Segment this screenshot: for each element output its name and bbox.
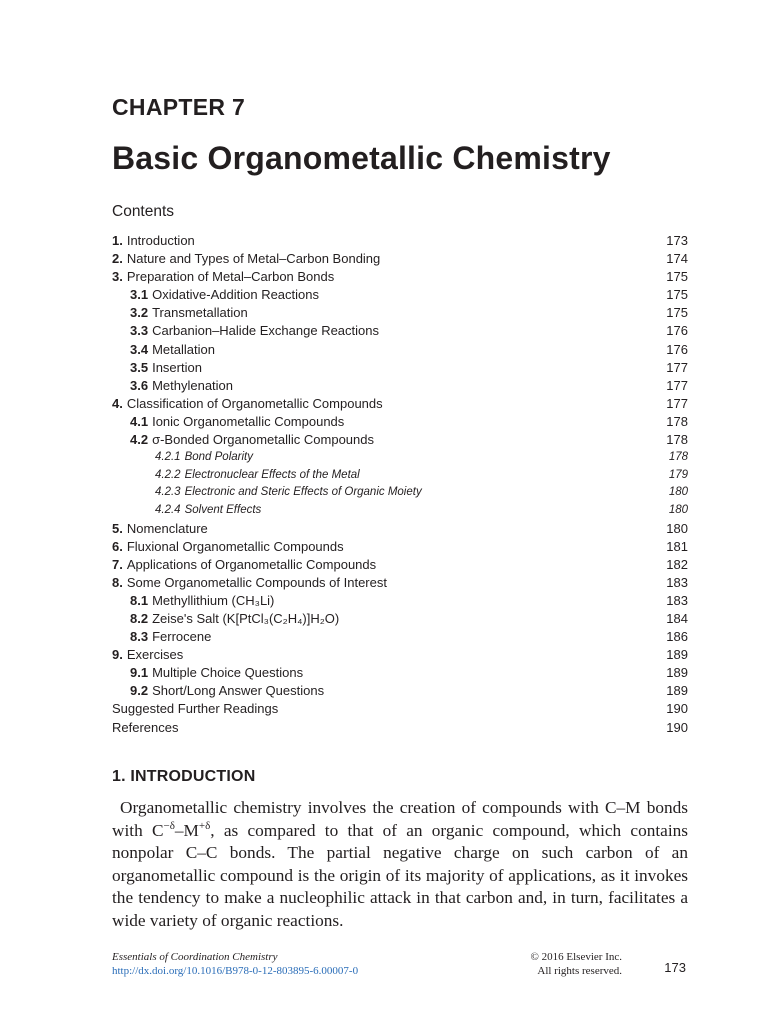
toc-entry-page: 177 <box>666 395 688 411</box>
toc-entry-title: Methyllithium (CH₃Li) <box>152 592 275 608</box>
toc-entry-page: 176 <box>666 323 688 339</box>
table-of-contents <box>112 232 688 737</box>
book-title: Essentials of Coordination Chemistry <box>112 951 278 963</box>
toc-entry-title: Some Organometallic Compounds of Interest <box>126 574 387 590</box>
toc-entry-number: 8.3 <box>130 629 149 645</box>
toc-entry-page: 181 <box>666 538 688 554</box>
rights-text: All rights reserved. <box>537 965 622 977</box>
toc-entry-page: 189 <box>666 683 688 699</box>
toc-entry-label <box>155 449 253 467</box>
toc-entry-label <box>112 646 183 664</box>
toc-entry-number: 3.6 <box>130 377 149 393</box>
toc-entry[interactable] <box>112 467 688 485</box>
toc-entry[interactable] <box>112 286 688 304</box>
toc-entry-label <box>130 322 379 340</box>
toc-entry-number: 3.4 <box>130 341 149 357</box>
toc-entry-title: σ-Bonded Organometallic Compounds <box>152 432 374 448</box>
toc-entry[interactable] <box>112 646 688 664</box>
paragraph-text-part: Organometallic chemistry involves the creation of compounds with C–M bonds with C <box>112 798 688 840</box>
toc-entry-title: Nature and Types of Metal–Carbon Bonding <box>126 251 381 267</box>
toc-entry-page: 173 <box>666 233 688 248</box>
toc-entry-title: Oxidative-Addition Reactions <box>152 287 319 303</box>
toc-entry-title: Nomenclature <box>126 520 208 536</box>
contents-heading: Contents <box>112 203 175 220</box>
toc-entry[interactable] <box>112 268 688 286</box>
toc-entry-title: Metallation <box>152 341 215 357</box>
body-text <box>112 797 688 932</box>
toc-entry-number: 2. <box>112 251 123 267</box>
toc-entry-label <box>130 377 233 395</box>
toc-entry-page: 179 <box>668 468 688 481</box>
toc-entry-number: 3.3 <box>130 323 149 339</box>
toc-entry-number: 4.2.1 <box>155 451 181 464</box>
toc-entry[interactable] <box>112 664 688 682</box>
toc-entry-title: Suggested Further Readings <box>112 701 279 717</box>
paragraph-text-part: –M <box>174 820 199 840</box>
toc-entry[interactable] <box>112 232 688 250</box>
toc-entry-title: Methylenation <box>152 377 234 393</box>
toc-entry-page: 178 <box>666 432 688 448</box>
toc-entry-label <box>130 431 374 449</box>
toc-entry[interactable] <box>112 592 688 610</box>
toc-entry[interactable] <box>112 556 688 574</box>
toc-entry-page: 175 <box>666 269 688 285</box>
toc-entry-label <box>130 304 248 322</box>
toc-entry-page: 175 <box>666 305 688 321</box>
toc-entry-page: 189 <box>666 665 688 681</box>
toc-entry-title: Classification of Organometallic Compounds <box>126 395 383 411</box>
toc-entry-label <box>155 484 422 502</box>
toc-entry[interactable] <box>112 682 688 700</box>
toc-entry[interactable] <box>112 304 688 322</box>
toc-entry-number: 4.2.2 <box>155 468 181 481</box>
toc-entry[interactable] <box>112 610 688 628</box>
partial-charge-positive: +δ <box>198 819 211 832</box>
toc-entry-label <box>112 520 208 538</box>
toc-entry[interactable] <box>112 413 688 431</box>
toc-entry-page: 177 <box>666 377 688 393</box>
toc-entry-label <box>112 700 278 718</box>
toc-entry-title: Zeise's Salt (K[PtCl₃(C₂H₄)]H₂O) <box>152 610 340 626</box>
toc-entry-title: Applications of Organometallic Compounds <box>126 556 377 572</box>
toc-entry[interactable] <box>112 502 688 520</box>
toc-entry-page: 180 <box>668 486 688 499</box>
toc-entry-title: Solvent Effects <box>184 503 262 516</box>
toc-entry-title: Ferrocene <box>152 629 212 645</box>
toc-entry[interactable] <box>112 574 688 592</box>
introduction-paragraph <box>112 797 688 932</box>
toc-entry[interactable] <box>112 377 688 395</box>
toc-entry[interactable] <box>112 700 688 718</box>
toc-entry-label <box>112 574 387 592</box>
section-heading: 1. INTRODUCTION <box>112 768 256 785</box>
toc-entry-number: 3.5 <box>130 359 149 375</box>
partial-charge-negative: −δ <box>163 819 175 832</box>
toc-entry[interactable] <box>112 395 688 413</box>
toc-entry[interactable] <box>112 520 688 538</box>
toc-entry-title: Electronic and Steric Effects of Organic Moiety <box>184 486 422 499</box>
toc-entry[interactable] <box>112 484 688 502</box>
toc-entry-label <box>130 359 202 377</box>
toc-entry[interactable] <box>112 628 688 646</box>
toc-entry[interactable] <box>112 359 688 377</box>
toc-entry-number: 9.1 <box>130 665 149 681</box>
toc-entry-page: 189 <box>666 647 688 663</box>
toc-entry-number: 4. <box>112 395 123 411</box>
toc-entry-number: 9. <box>112 647 123 663</box>
footer-copyright <box>498 950 622 978</box>
toc-entry-page: 175 <box>666 287 688 303</box>
toc-entry-page: 174 <box>666 251 688 267</box>
toc-entry-title: Ionic Organometallic Compounds <box>152 413 345 429</box>
toc-entry-page: 183 <box>666 592 688 608</box>
toc-entry-number: 5. <box>112 520 123 536</box>
toc-entry-label <box>130 682 324 700</box>
toc-entry-label <box>130 286 319 304</box>
toc-entry-title: Short/Long Answer Questions <box>152 683 325 699</box>
toc-entry-label <box>130 610 339 628</box>
toc-entry-page: 176 <box>666 341 688 357</box>
toc-entry[interactable] <box>112 322 688 340</box>
toc-entry-title: Transmetallation <box>152 305 248 321</box>
toc-entry-number: 4.2 <box>130 432 149 448</box>
toc-entry[interactable] <box>112 538 688 556</box>
toc-entry-page: 190 <box>666 701 688 717</box>
toc-entry-title: Electronuclear Effects of the Metal <box>184 468 360 481</box>
toc-entry-number: 4.2.3 <box>155 486 181 499</box>
toc-entry-label <box>112 719 178 737</box>
toc-entry-title: Multiple Choice Questions <box>152 665 304 681</box>
toc-entry-page: 183 <box>666 574 688 590</box>
toc-entry-number: 8. <box>112 574 123 590</box>
toc-entry-label <box>112 232 195 250</box>
toc-entry-number: 3.1 <box>130 287 149 303</box>
toc-entry-title: Exercises <box>126 647 184 663</box>
toc-entry-page: 178 <box>666 413 688 429</box>
toc-entry-number: 6. <box>112 538 123 554</box>
toc-entry-title: Insertion <box>152 359 202 375</box>
toc-entry-page: 190 <box>666 719 688 735</box>
chapter-title: Basic Organometallic Chemistry <box>112 140 611 176</box>
toc-entry[interactable] <box>112 341 688 359</box>
doi-link[interactable]: http://dx.doi.org/10.1016/B978-0-12-803895-6.00007-0 <box>112 965 359 977</box>
footer-citation <box>112 950 358 978</box>
toc-entry-label <box>155 502 261 520</box>
toc-entry-label <box>130 592 274 610</box>
toc-entry[interactable] <box>112 431 688 449</box>
toc-entry-page: 184 <box>666 610 688 626</box>
toc-entry-title: Fluxional Organometallic Compounds <box>126 538 344 554</box>
toc-entry-title: Carbanion–Halide Exchange Reactions <box>152 323 380 339</box>
toc-entry-number: 3.2 <box>130 305 149 321</box>
toc-entry-label <box>112 268 334 286</box>
toc-entry-label <box>130 413 344 431</box>
toc-entry-label <box>112 250 380 268</box>
toc-entry-label <box>155 467 360 485</box>
toc-entry[interactable] <box>112 449 688 467</box>
toc-entry-label <box>112 556 376 574</box>
toc-entry[interactable] <box>112 250 688 268</box>
toc-entry-title: References <box>112 719 179 735</box>
toc-entry-number: 4.2.4 <box>155 503 181 516</box>
toc-entry-label <box>130 628 211 646</box>
toc-entry-number: 4.1 <box>130 413 149 429</box>
toc-entry-page: 180 <box>668 503 688 516</box>
toc-entry-number: 3. <box>112 269 123 285</box>
toc-entry-page: 182 <box>666 556 688 572</box>
toc-entry-title: Bond Polarity <box>184 451 253 464</box>
toc-entry-page: 186 <box>666 629 688 645</box>
toc-entry-page: 178 <box>668 451 688 464</box>
toc-entry-number: 1. <box>112 233 123 248</box>
toc-entry-number: 8.1 <box>130 592 149 608</box>
chapter-label: CHAPTER 7 <box>112 94 246 120</box>
toc-entry-title: Preparation of Metal–Carbon Bonds <box>126 269 335 285</box>
toc-entry-page: 180 <box>666 520 688 536</box>
toc-entry-label <box>130 664 303 682</box>
toc-entry-label <box>112 538 344 556</box>
toc-entry-label <box>130 341 215 359</box>
toc-entry-title: Introduction <box>126 233 195 248</box>
toc-entry-number: 9.2 <box>130 683 149 699</box>
copyright-text: © 2016 Elsevier Inc. <box>530 951 622 963</box>
toc-entry-label <box>112 395 383 413</box>
page-number: 173 <box>664 960 686 975</box>
toc-entry-number: 8.2 <box>130 610 149 626</box>
toc-entry-page: 177 <box>666 359 688 375</box>
toc-entry[interactable] <box>112 719 688 737</box>
paragraph-text-part: , as compared to that of an organic compound, which contains nonpolar C–C bonds. The partial negative charge on such carbon of an organometallic compound is the origin of its majority of applications, as it invokes the tendency to make a nucleophilic attack in that carbon and, in turn, facilitates a wide variety of organic reactions. <box>112 820 689 930</box>
toc-entry-number: 7. <box>112 556 123 572</box>
